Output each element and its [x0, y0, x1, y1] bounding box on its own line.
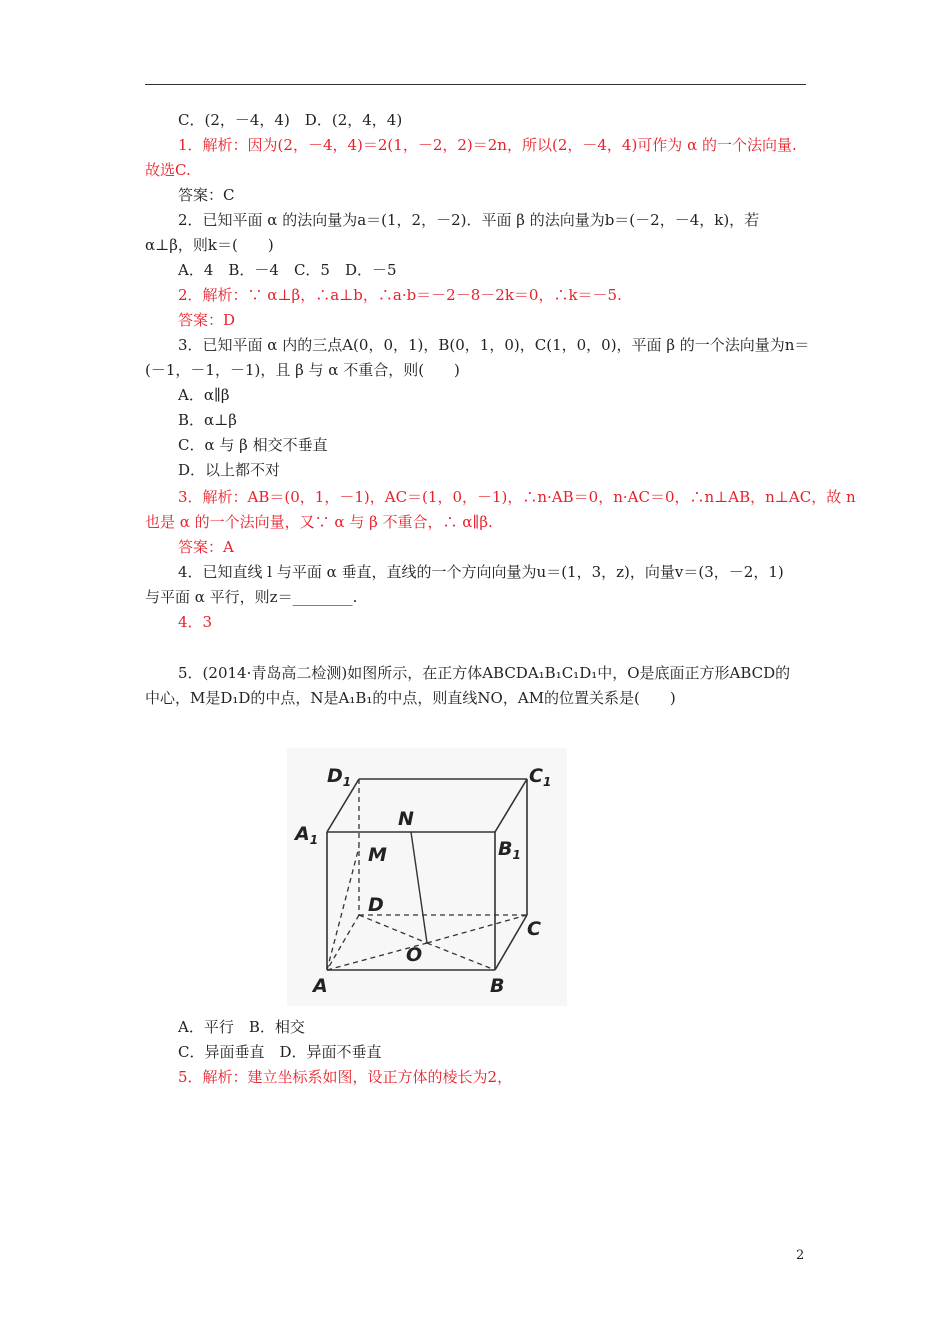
text-line: 答案：C	[178, 186, 235, 204]
text-line: 3．解析：AB＝(0，1，－1)，AC＝(1，0，－1)，∴n·AB＝0，n·AC＝0，∴n⊥AB，n⊥AC，故 n	[178, 488, 856, 506]
text-line: D．以上都不对	[178, 461, 281, 479]
page-number: 2	[796, 1248, 805, 1263]
label-M: M	[368, 844, 387, 866]
label-A1: $A_1$	[295, 823, 319, 847]
label-D: D	[368, 894, 384, 916]
label-A: A	[313, 975, 328, 997]
cube-figure	[287, 748, 567, 1010]
label-N: N	[398, 808, 414, 830]
label-C: C	[527, 918, 541, 940]
text-line: 4．3	[178, 613, 213, 631]
text-line: 答案：A	[178, 538, 234, 556]
text-line: 也是 α 的一个法向量，又∵ α 与 β 不重合，∴ α∥β.	[145, 513, 493, 531]
text-line: C．α 与 β 相交不垂直	[178, 436, 328, 454]
text-line: 故选C.	[145, 161, 191, 179]
text-line: C．(2，－4，4) D．(2，4，4)	[178, 111, 403, 129]
label-B: B	[490, 975, 505, 997]
text-line: 3．已知平面 α 内的三点A(0，0，1)，B(0，1，0)，C(1，0，0)，平面 β 的一个法向量为n＝	[178, 336, 810, 354]
label-D1: $D_1$	[327, 765, 352, 789]
text-line: C．异面垂直 D．异面不垂直	[178, 1043, 382, 1061]
text-line: 1．解析：因为(2，－4，4)＝2(1，－2，2)＝2n，所以(2，－4，4)可作为 α 的一个法向量.	[178, 136, 797, 154]
text-line: 5．解析：建立坐标系如图，设正方体的棱长为2，	[178, 1068, 513, 1086]
label-C1: $C_1$	[529, 765, 552, 789]
text-line: B．α⊥β	[178, 411, 237, 429]
text-line: A．4 B．－4 C．5 D．－5	[178, 261, 397, 279]
text-line: 5．(2014·青岛高二检测)如图所示，在正方体ABCDA₁B₁C₁D₁中，O是底面正方形ABCD的	[178, 664, 791, 682]
text-line: (－1，－1，－1)，且 β 与 α 不重合，则( )	[145, 361, 460, 379]
text-line: 4．已知直线 l 与平面 α 垂直，直线的一个方向向量为u＝(1，3，z)，向量v＝(3，－2，1)	[178, 563, 784, 581]
text-line: 答案：D	[178, 311, 236, 329]
text-line: 2．已知平面 α 的法向量为a＝(1，2，－2)．平面 β 的法向量为b＝(－2，－4，k)，若	[178, 211, 760, 229]
header-rule	[145, 84, 806, 85]
text-line: A．α∥β	[178, 386, 230, 404]
text-line: α⊥β，则k＝( )	[145, 236, 274, 254]
label-O: O	[406, 944, 423, 966]
label-B1: $B_1$	[498, 838, 521, 862]
text-line: A．平行 B．相交	[178, 1018, 305, 1036]
text-line: 与平面 α 平行，则z＝________.	[145, 588, 358, 606]
text-line: 2．解析：∵ α⊥β，∴a⊥b，∴a·b＝－2－8－2k＝0，∴k＝－5.	[178, 286, 622, 304]
text-line: 中心，M是D₁D的中点，N是A₁B₁的中点，则直线NO，AM的位置关系是( )	[145, 689, 676, 707]
